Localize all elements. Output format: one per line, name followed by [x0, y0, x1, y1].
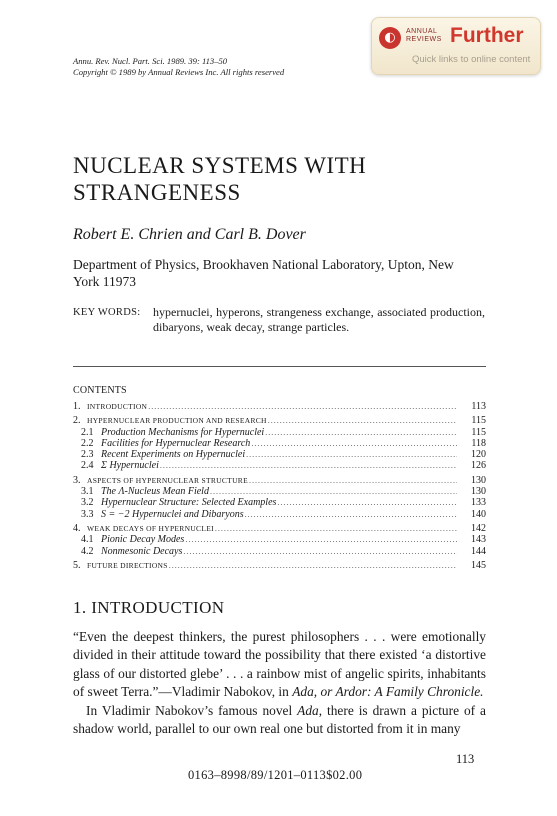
- toc-number: 1.: [73, 401, 81, 412]
- toc-title: The Λ-Nucleus Mean Field: [101, 486, 209, 498]
- toc-page: 144: [471, 545, 486, 557]
- further-links-badge[interactable]: [371, 17, 541, 75]
- toc-entry[interactable]: [73, 486, 486, 497]
- toc-leader: [245, 509, 457, 520]
- toc-title: HYPERNUCLEAR PRODUCTION AND RESEARCH: [87, 416, 267, 426]
- affiliation: Department of Physics, Brookhaven National Laboratory, Upton, New York 11973: [73, 257, 454, 289]
- toc-title: Nonmesonic Decays: [101, 545, 183, 557]
- toc-title: Pionic Decay Modes: [101, 534, 185, 546]
- epigraph-quote: “Even the deepest thinkers, the purest philosophers . . . were emotionally divided in their attitude toward the possibility that there existed ‘a distortive glass of our distorted glebe’ . . . a rainbow mist of angelic spirits, inhabitants of sweet Terra.”—Vladimir Nabokov, in: [73, 629, 486, 700]
- toc-page: 142: [471, 522, 486, 534]
- toc-entry[interactable]: [73, 427, 486, 438]
- toc-number: 2.1: [81, 426, 94, 438]
- toc-number: 3.: [73, 474, 81, 486]
- badge-brand-line2: REVIEWS: [406, 36, 442, 43]
- toc-number: 2.: [73, 415, 81, 427]
- article-title-line1: NUCLEAR SYSTEMS WITH: [73, 153, 367, 178]
- paragraph-rest: , there is drawn a picture of a shadow world, parallel to our own real one but distorted from it in many: [73, 702, 486, 737]
- toc-page: 145: [471, 559, 486, 571]
- toc-entry[interactable]: [73, 449, 486, 460]
- toc-entry[interactable]: [73, 475, 486, 486]
- divider: [73, 366, 486, 367]
- annual-reviews-logo-icon: ◐: [379, 27, 401, 49]
- toc-leader: [185, 534, 457, 545]
- toc-title: Facilities for Hypernuclear Research: [101, 437, 251, 449]
- toc-page: 143: [471, 534, 486, 546]
- toc-leader: [148, 401, 457, 412]
- toc-leader: [183, 546, 457, 557]
- toc-entry[interactable]: [73, 534, 486, 545]
- toc-number: 3.2: [81, 497, 94, 509]
- toc-entry[interactable]: [73, 460, 486, 471]
- epigraph-work: Ada, or Ardor: A Family Chronicle.: [292, 684, 484, 700]
- badge-title: Further: [450, 24, 524, 47]
- paragraph-work: Ada: [297, 702, 319, 718]
- toc-leader: [169, 560, 457, 571]
- authors: Robert E. Chrien and Carl B. Dover: [73, 226, 306, 243]
- toc-leader: [277, 497, 457, 508]
- toc-entry[interactable]: [73, 523, 486, 534]
- toc-leader: [210, 486, 457, 497]
- toc-leader: [268, 415, 457, 426]
- toc-title: S = −2 Hypernuclei and Dibaryons: [101, 508, 244, 520]
- toc-entry[interactable]: [73, 560, 486, 571]
- toc-leader: [246, 449, 457, 460]
- paragraph: [73, 702, 486, 739]
- toc-leader: [265, 427, 457, 438]
- toc-page: 130: [471, 474, 486, 486]
- toc-entry[interactable]: [73, 546, 486, 557]
- article-title: [73, 152, 366, 206]
- toc-title: Σ Hypernuclei: [101, 460, 159, 472]
- toc-title: FUTURE DIRECTIONS: [87, 560, 168, 570]
- toc-number: 4.1: [81, 534, 94, 546]
- toc-page: 115: [471, 426, 486, 438]
- toc-title: ASPECTS OF HYPERNUCLEAR STRUCTURE: [87, 475, 248, 485]
- toc-number: 2.3: [81, 449, 94, 461]
- toc-page: 130: [471, 486, 486, 498]
- keywords-text: hypernuclei, hyperons, strangeness exchange, associated production, dibaryons, weak decay, strange particles.: [153, 305, 485, 334]
- toc-entry[interactable]: [73, 509, 486, 520]
- toc-number: 3.3: [81, 508, 94, 520]
- toc-entry[interactable]: [73, 415, 486, 426]
- toc-leader: [251, 438, 457, 449]
- toc-leader: [160, 460, 457, 471]
- badge-brand-line1: ANNUAL: [406, 28, 438, 35]
- toc-title: Production Mechanisms for Hypernuclei: [101, 426, 265, 438]
- toc-leader: [215, 523, 457, 534]
- toc-page: 140: [471, 508, 486, 520]
- epigraph: [73, 628, 486, 702]
- contents-heading: CONTENTS: [73, 385, 127, 396]
- toc-page: 126: [471, 460, 486, 472]
- copyright-notice: Copyright © 1989 by Annual Reviews Inc. All rights reserved: [73, 67, 285, 77]
- section-heading: 1. INTRODUCTION: [73, 598, 225, 617]
- journal-citation: Annu. Rev. Nucl. Part. Sci. 1989. 39: 113–50: [73, 56, 228, 66]
- toc-leader: [249, 475, 457, 486]
- toc-page: 115: [471, 415, 486, 427]
- toc-number: 3.1: [81, 486, 94, 498]
- toc-number: 5.: [73, 559, 81, 571]
- toc-page: 120: [471, 449, 486, 461]
- table-of-contents: [73, 401, 486, 571]
- toc-page: 118: [471, 437, 486, 449]
- toc-number: 4.2: [81, 545, 94, 557]
- toc-number: 2.2: [81, 437, 94, 449]
- paragraph-start: In Vladimir Nabokov’s famous novel: [86, 702, 298, 718]
- body-text: [73, 628, 486, 738]
- toc-title: WEAK DECAYS OF HYPERNUCLEI: [87, 523, 214, 533]
- toc-entry[interactable]: [73, 438, 486, 449]
- keywords-label: KEY WORDS:: [73, 307, 141, 318]
- badge-subtitle: Quick links to online content: [412, 54, 531, 65]
- toc-number: 4.: [73, 522, 81, 534]
- toc-page: 133: [471, 497, 486, 509]
- toc-page: 113: [471, 401, 486, 412]
- badge-brand: [406, 28, 442, 44]
- footer-code: 0163–8998/89/1201–0113$02.00: [188, 768, 363, 782]
- toc-title: INTRODUCTION: [87, 402, 148, 411]
- toc-entry[interactable]: [73, 401, 486, 412]
- toc-number: 2.4: [81, 460, 94, 472]
- journal-citation-block: [73, 56, 284, 78]
- page-number: 113: [456, 752, 475, 766]
- toc-entry[interactable]: [73, 497, 486, 508]
- article-title-line2: STRANGENESS: [73, 180, 241, 205]
- toc-title: Recent Experiments on Hypernuclei: [101, 449, 246, 461]
- toc-title: Hypernuclear Structure: Selected Examples: [101, 497, 277, 509]
